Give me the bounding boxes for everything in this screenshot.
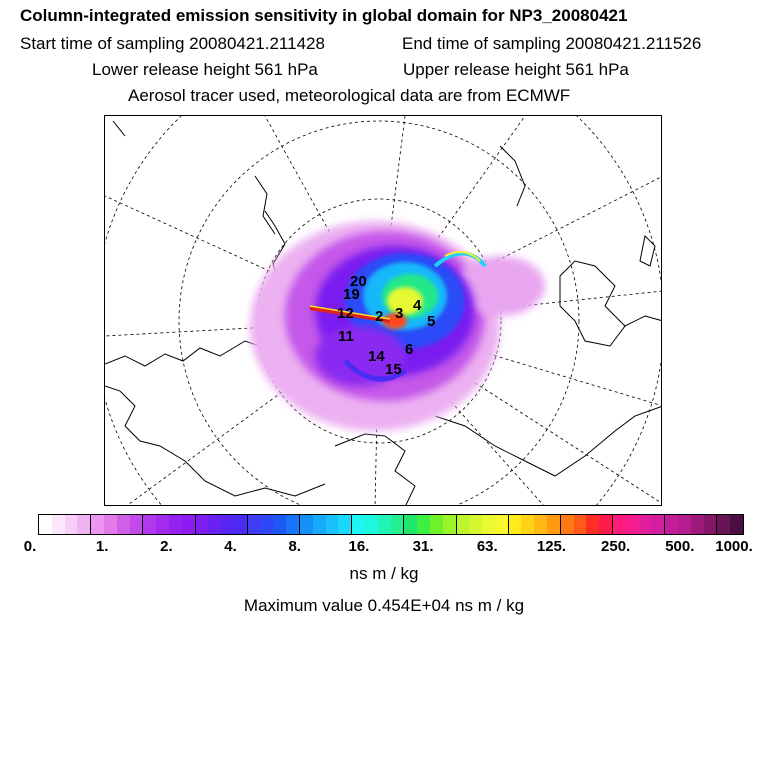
trajectory-label-15: 15 — [385, 361, 402, 378]
end-time: End time of sampling 20080421.211526 — [402, 34, 702, 53]
map-plot — [105, 116, 662, 506]
colorbar-cell — [482, 515, 495, 534]
colorbar — [38, 514, 744, 535]
colorbar-cell — [130, 515, 143, 534]
colorbar-tick-label: 250. — [601, 538, 631, 555]
colorbar-cell — [247, 515, 261, 534]
colorbar-cell — [560, 515, 574, 534]
colorbar-cell — [716, 515, 730, 534]
trajectory-label-19: 19 — [343, 286, 360, 303]
colorbar-cell — [221, 515, 234, 534]
colorbar-cell — [156, 515, 169, 534]
colorbar-cell — [586, 515, 599, 534]
colorbar-cell — [169, 515, 182, 534]
colorbar-tick-label: 2. — [160, 538, 173, 555]
trajectory-label-11: 11 — [338, 328, 354, 345]
colorbar-cell — [639, 515, 652, 534]
colorbar-cell — [313, 515, 326, 534]
colorbar-cell — [208, 515, 221, 534]
colorbar-cell — [261, 515, 274, 534]
colorbar-cell — [443, 515, 456, 534]
colorbar-cell — [351, 515, 365, 534]
colorbar-cell — [117, 515, 130, 534]
colorbar-cell — [142, 515, 156, 534]
trajectory-label-6: 6 — [405, 341, 414, 358]
colorbar-tick-label: 63. — [476, 538, 498, 555]
sensitivity-map — [104, 115, 662, 506]
colorbar-cell — [90, 515, 104, 534]
colorbar-cell — [39, 515, 52, 534]
colorbar-cell — [338, 515, 351, 534]
maximum-value: Maximum value 0.454E+04 ns m / kg — [243, 596, 525, 615]
colorbar-cell — [273, 515, 286, 534]
colorbar-cell — [391, 515, 404, 534]
colorbar-cell — [378, 515, 391, 534]
colorbar-cell — [574, 515, 587, 534]
colorbar-tick-label: 1000. — [715, 538, 753, 555]
colorbar-cell — [286, 515, 299, 534]
colorbar-cell — [182, 515, 195, 534]
colorbar-cell — [691, 515, 704, 534]
colorbar-cell — [495, 515, 508, 534]
colorbar-cell — [469, 515, 482, 534]
start-time: Start time of sampling 20080421.211428 — [20, 34, 325, 53]
trajectory-label-4: 4 — [413, 297, 422, 314]
tracer-info: Aerosol tracer used, meteorological data are from ECMWF — [128, 86, 571, 105]
trajectory-label-20: 20 — [350, 273, 367, 290]
trajectory-label-14: 14 — [368, 348, 385, 365]
colorbar-tick-label: 0. — [23, 538, 37, 555]
colorbar-cell — [365, 515, 378, 534]
colorbar-cell — [651, 515, 664, 534]
colorbar-tick-label: 4. — [224, 538, 237, 555]
trajectory-label-2: 2 — [375, 308, 384, 325]
colorbar-cell — [508, 515, 522, 534]
colorbar-tick-label: 500. — [665, 538, 695, 555]
colorbar-cell — [599, 515, 612, 534]
colorbar-cell — [104, 515, 117, 534]
colorbar-cell — [704, 515, 717, 534]
colorbar-cell — [456, 515, 470, 534]
trajectory-label-12: 12 — [337, 305, 354, 322]
colorbar-cell — [678, 515, 691, 534]
colorbar-cell — [730, 515, 743, 534]
colorbar-tick-label: 16. — [348, 538, 370, 555]
colorbar-cell — [326, 515, 339, 534]
colorbar-tick-label: 31. — [412, 538, 434, 555]
colorbar-cell — [626, 515, 639, 534]
colorbar-cell — [52, 515, 65, 534]
colorbar-cell — [195, 515, 209, 534]
colorbar-cell — [430, 515, 443, 534]
colorbar-cell — [403, 515, 417, 534]
trajectory-label-3: 3 — [395, 305, 404, 322]
colorbar-tick-label: 8. — [288, 538, 301, 555]
colorbar-cell — [234, 515, 247, 534]
lower-release-height: Lower release height 561 hPa — [92, 60, 318, 79]
colorbar-tick-label: 1. — [95, 538, 109, 555]
colorbar-tick-label: 125. — [536, 538, 567, 555]
colorbar-cell — [299, 515, 313, 534]
colorbar-cell — [534, 515, 547, 534]
colorbar-cell — [417, 515, 430, 534]
trajectory-label-5: 5 — [427, 313, 436, 330]
chart-title: Column-integrated emission sensitivity in global domain for NP3_20080421 — [20, 6, 628, 25]
colorbar-cell — [612, 515, 626, 534]
colorbar-cell — [547, 515, 560, 534]
colorbar-cell — [77, 515, 90, 534]
colorbar-cell — [664, 515, 678, 534]
colorbar-unit: ns m / kg — [349, 564, 419, 583]
colorbar-cell — [65, 515, 78, 534]
upper-release-height: Upper release height 561 hPa — [403, 60, 629, 79]
colorbar-cell — [521, 515, 534, 534]
